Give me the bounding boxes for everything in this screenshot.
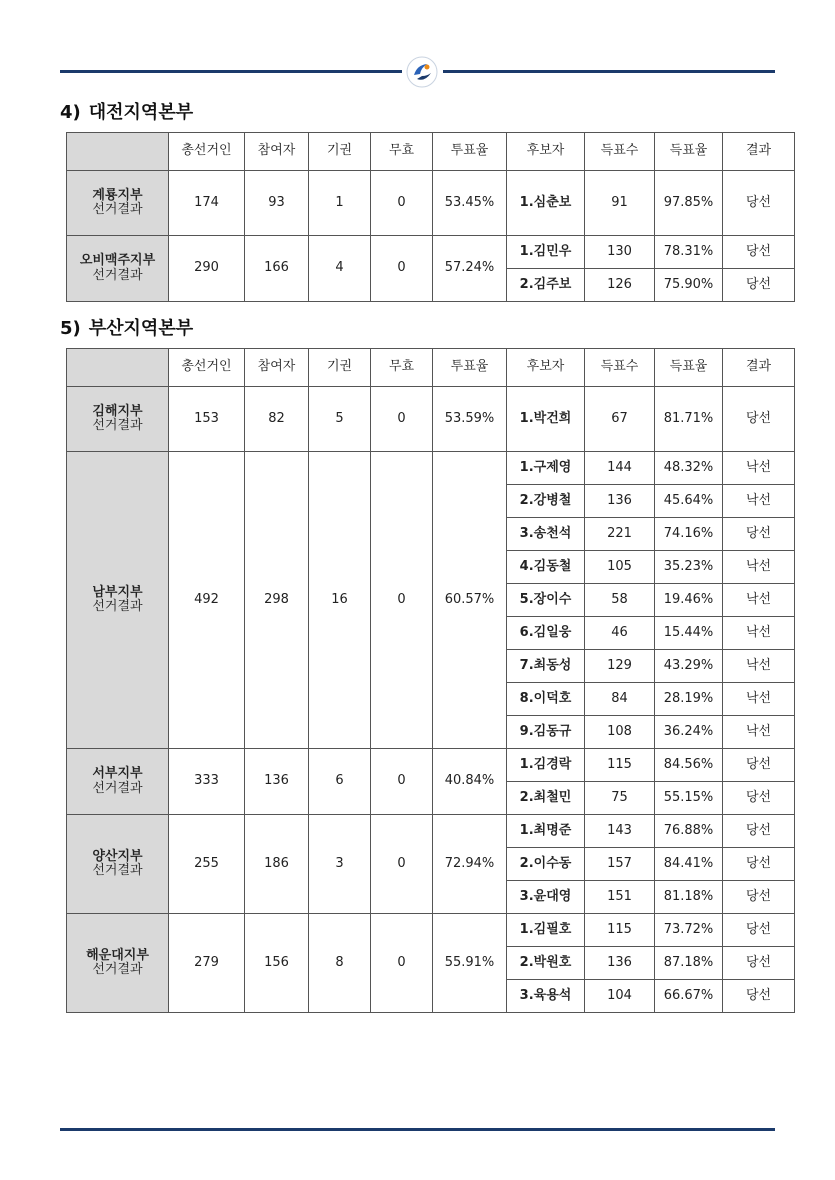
branch-subtitle: 선거결과 <box>92 202 143 217</box>
candidate-name-cell: 1.박건희 <box>507 387 585 452</box>
vote-share-cell: 81.18% <box>655 881 723 914</box>
branch-name-cell <box>67 171 169 236</box>
result-cell: 당선 <box>723 815 795 848</box>
turnout-rate-cell: 40.84% <box>433 749 507 815</box>
invalid-votes-cell: 0 <box>371 914 433 1013</box>
vote-share-cell: 28.19% <box>655 683 723 716</box>
daejeon-results-table <box>66 132 795 302</box>
vote-share-cell: 73.72% <box>655 914 723 947</box>
header-row <box>67 349 795 387</box>
vote-count-cell: 58 <box>585 584 655 617</box>
branch-name-cell <box>67 914 169 1013</box>
vote-share-cell: 81.71% <box>655 387 723 452</box>
total-electors-cell: 174 <box>169 171 245 236</box>
result-cell: 당선 <box>723 387 795 452</box>
vote-count-cell: 115 <box>585 749 655 782</box>
result-cell: 낙선 <box>723 617 795 650</box>
candidate-name-cell: 9.김동규 <box>507 716 585 749</box>
table-row <box>67 236 795 269</box>
branch-subtitle: 선거결과 <box>92 962 143 977</box>
table-row <box>67 171 795 236</box>
total-electors-cell: 255 <box>169 815 245 914</box>
branch-name-cell <box>67 749 169 815</box>
vote-count-cell: 108 <box>585 716 655 749</box>
vote-share-cell: 84.41% <box>655 848 723 881</box>
candidate-name-cell: 3.육용석 <box>507 980 585 1013</box>
result-cell: 당선 <box>723 782 795 815</box>
column-header: 득표수 <box>585 133 655 171</box>
vote-count-cell: 136 <box>585 947 655 980</box>
result-cell: 당선 <box>723 269 795 302</box>
invalid-votes-cell: 0 <box>371 171 433 236</box>
candidate-name-cell: 3.윤대영 <box>507 881 585 914</box>
vote-share-cell: 55.15% <box>655 782 723 815</box>
candidate-name-cell: 1.김필호 <box>507 914 585 947</box>
vote-share-cell: 78.31% <box>655 236 723 269</box>
total-electors-cell: 492 <box>169 452 245 749</box>
table-row <box>67 815 795 848</box>
vote-count-cell: 104 <box>585 980 655 1013</box>
vote-count-cell: 115 <box>585 914 655 947</box>
branch-subtitle: 선거결과 <box>92 780 143 796</box>
vote-count-cell: 67 <box>585 387 655 452</box>
column-header: 투표율 <box>433 349 507 387</box>
candidate-name-cell: 5.장이수 <box>507 584 585 617</box>
result-cell: 당선 <box>723 518 795 551</box>
result-cell: 낙선 <box>723 716 795 749</box>
result-cell: 낙선 <box>723 551 795 584</box>
turnout-rate-cell: 53.45% <box>433 171 507 236</box>
column-header: 기권 <box>309 349 371 387</box>
header-row <box>67 133 795 171</box>
abstentions-cell: 3 <box>309 815 371 914</box>
column-header: 무효 <box>371 349 433 387</box>
abstentions-cell: 5 <box>309 387 371 452</box>
abstentions-cell: 6 <box>309 749 371 815</box>
vote-count-cell: 143 <box>585 815 655 848</box>
result-cell: 당선 <box>723 881 795 914</box>
abstentions-cell: 8 <box>309 914 371 1013</box>
vote-count-cell: 157 <box>585 848 655 881</box>
result-cell: 당선 <box>723 171 795 236</box>
candidate-name-cell: 1.심춘보 <box>507 171 585 236</box>
column-header: 득표율 <box>655 133 723 171</box>
branch-name: 해운대지부 <box>86 947 149 963</box>
branch-subtitle: 선거결과 <box>92 418 143 433</box>
vote-count-cell: 75 <box>585 782 655 815</box>
vote-share-cell: 45.64% <box>655 485 723 518</box>
column-header: 참여자 <box>245 349 309 387</box>
candidate-name-cell: 2.김주보 <box>507 269 585 302</box>
result-cell: 당선 <box>723 914 795 947</box>
turnout-rate-cell: 55.91% <box>433 914 507 1013</box>
turnout-rate-cell: 53.59% <box>433 387 507 452</box>
result-cell: 당선 <box>723 980 795 1013</box>
branch-subtitle: 선거결과 <box>92 863 143 878</box>
vote-share-cell: 48.32% <box>655 452 723 485</box>
branch-name: 양산지부 <box>92 848 143 864</box>
branch-subtitle: 선거결과 <box>92 599 143 614</box>
vote-count-cell: 130 <box>585 236 655 269</box>
candidate-name-cell: 1.김경락 <box>507 749 585 782</box>
vote-count-cell: 91 <box>585 171 655 236</box>
candidate-name-cell: 1.최명준 <box>507 815 585 848</box>
candidate-name-cell: 7.최동성 <box>507 650 585 683</box>
column-header: 후보자 <box>507 349 585 387</box>
vote-share-cell: 76.88% <box>655 815 723 848</box>
participants-cell: 156 <box>245 914 309 1013</box>
table-row <box>67 914 795 947</box>
busan-results-table <box>66 348 795 1013</box>
column-header: 총선거인 <box>169 349 245 387</box>
branch-name-cell <box>67 236 169 302</box>
header-blank-cell <box>67 133 169 171</box>
vote-share-cell: 15.44% <box>655 617 723 650</box>
section-title-busan: 5) 부산지역본부 <box>60 318 194 339</box>
turnout-rate-cell: 72.94% <box>433 815 507 914</box>
result-cell: 낙선 <box>723 650 795 683</box>
column-header: 결과 <box>723 133 795 171</box>
vote-count-cell: 151 <box>585 881 655 914</box>
vote-count-cell: 126 <box>585 269 655 302</box>
vote-share-cell: 19.46% <box>655 584 723 617</box>
vote-share-cell: 35.23% <box>655 551 723 584</box>
participants-cell: 186 <box>245 815 309 914</box>
candidate-name-cell: 2.박원호 <box>507 947 585 980</box>
section-title-daejeon: 4) 대전지역본부 <box>60 102 194 123</box>
candidate-name-cell: 1.구제영 <box>507 452 585 485</box>
participants-cell: 93 <box>245 171 309 236</box>
result-cell: 낙선 <box>723 584 795 617</box>
result-cell: 당선 <box>723 947 795 980</box>
invalid-votes-cell: 0 <box>371 387 433 452</box>
header-rule-left <box>60 70 402 73</box>
turnout-rate-cell: 57.24% <box>433 236 507 302</box>
result-cell: 낙선 <box>723 485 795 518</box>
branch-name: 서부지부 <box>92 766 143 782</box>
vote-count-cell: 84 <box>585 683 655 716</box>
header-rule-right <box>443 70 775 73</box>
column-header: 후보자 <box>507 133 585 171</box>
branch-name: 남부지부 <box>92 584 143 600</box>
vote-share-cell: 66.67% <box>655 980 723 1013</box>
result-cell: 낙선 <box>723 683 795 716</box>
candidate-name-cell: 3.송천석 <box>507 518 585 551</box>
vote-share-cell: 84.56% <box>655 749 723 782</box>
branch-subtitle: 선거결과 <box>92 267 143 283</box>
candidate-name-cell: 4.김동철 <box>507 551 585 584</box>
column-header: 투표율 <box>433 133 507 171</box>
footer-rule <box>60 1128 775 1131</box>
vote-share-cell: 43.29% <box>655 650 723 683</box>
vote-count-cell: 221 <box>585 518 655 551</box>
candidate-name-cell: 2.강병철 <box>507 485 585 518</box>
header-blank-cell <box>67 349 169 387</box>
union-logo-icon <box>405 55 439 89</box>
table-row <box>67 749 795 782</box>
participants-cell: 166 <box>245 236 309 302</box>
branch-name: 오비맥주지부 <box>79 253 156 269</box>
column-header: 득표수 <box>585 349 655 387</box>
branch-name: 계룡지부 <box>92 187 143 203</box>
abstentions-cell: 4 <box>309 236 371 302</box>
vote-share-cell: 36.24% <box>655 716 723 749</box>
table-row <box>67 452 795 485</box>
vote-count-cell: 105 <box>585 551 655 584</box>
invalid-votes-cell: 0 <box>371 815 433 914</box>
branch-name-cell <box>67 452 169 749</box>
table-row <box>67 387 795 452</box>
total-electors-cell: 279 <box>169 914 245 1013</box>
vote-count-cell: 46 <box>585 617 655 650</box>
branch-name: 김해지부 <box>92 403 143 419</box>
abstentions-cell: 16 <box>309 452 371 749</box>
candidate-name-cell: 2.이수동 <box>507 848 585 881</box>
column-header: 무효 <box>371 133 433 171</box>
participants-cell: 136 <box>245 749 309 815</box>
invalid-votes-cell: 0 <box>371 236 433 302</box>
total-electors-cell: 290 <box>169 236 245 302</box>
column-header: 기권 <box>309 133 371 171</box>
vote-share-cell: 75.90% <box>655 269 723 302</box>
vote-share-cell: 74.16% <box>655 518 723 551</box>
vote-share-cell: 87.18% <box>655 947 723 980</box>
result-cell: 낙선 <box>723 452 795 485</box>
vote-count-cell: 129 <box>585 650 655 683</box>
candidate-name-cell: 2.최철민 <box>507 782 585 815</box>
candidate-name-cell: 8.이덕호 <box>507 683 585 716</box>
turnout-rate-cell: 60.57% <box>433 452 507 749</box>
column-header: 득표율 <box>655 349 723 387</box>
column-header: 참여자 <box>245 133 309 171</box>
branch-name-cell <box>67 387 169 452</box>
vote-count-cell: 136 <box>585 485 655 518</box>
result-cell: 당선 <box>723 848 795 881</box>
candidate-name-cell: 1.김민우 <box>507 236 585 269</box>
column-header: 총선거인 <box>169 133 245 171</box>
invalid-votes-cell: 0 <box>371 452 433 749</box>
result-cell: 당선 <box>723 749 795 782</box>
total-electors-cell: 153 <box>169 387 245 452</box>
participants-cell: 298 <box>245 452 309 749</box>
abstentions-cell: 1 <box>309 171 371 236</box>
participants-cell: 82 <box>245 387 309 452</box>
column-header: 결과 <box>723 349 795 387</box>
result-cell: 당선 <box>723 236 795 269</box>
invalid-votes-cell: 0 <box>371 749 433 815</box>
candidate-name-cell: 6.김일웅 <box>507 617 585 650</box>
vote-count-cell: 144 <box>585 452 655 485</box>
vote-share-cell: 97.85% <box>655 171 723 236</box>
total-electors-cell: 333 <box>169 749 245 815</box>
branch-name-cell <box>67 815 169 914</box>
